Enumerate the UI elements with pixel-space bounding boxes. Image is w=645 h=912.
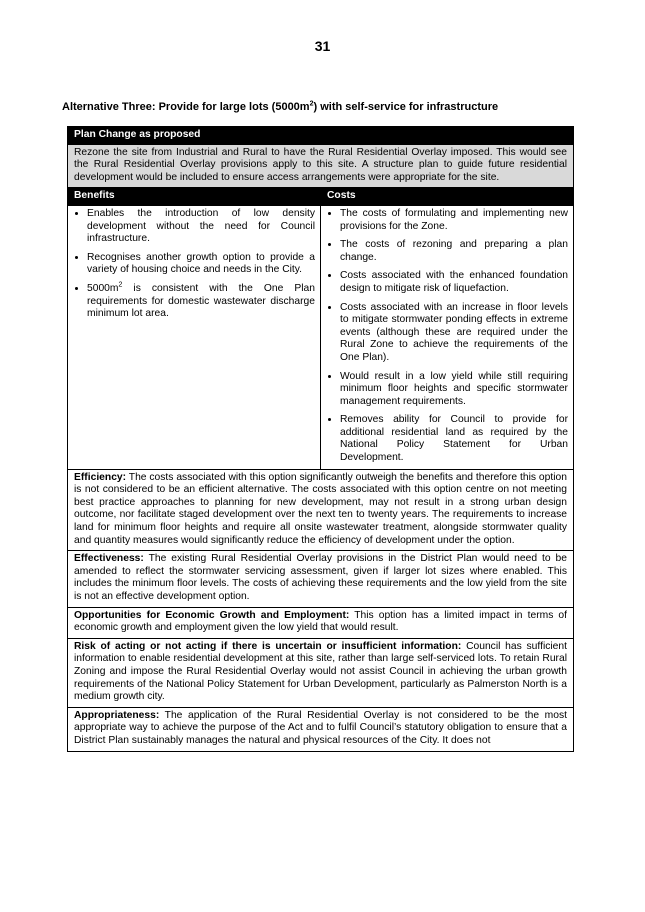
benefit-item xyxy=(87,283,315,321)
page-number: 31 xyxy=(314,38,331,54)
benefits-cell xyxy=(68,205,321,469)
benefit-area-suffix: is consistent with the One Plan requirements for domestic wastewater discharge minimum lot area. xyxy=(87,282,315,320)
costs-list xyxy=(321,208,573,465)
heading-superscript: 2 xyxy=(309,100,314,108)
effectiveness-section xyxy=(68,551,574,607)
risk-section xyxy=(68,638,574,707)
section-label: Opportunities for Economic Growth and Employment: xyxy=(74,609,350,621)
plan-change-text: Rezone the site from Industrial and Rural to have the Rural Residential Overlay imposed. This would see the Rural Residential Overlay provisions apply to this site. A structure plan to guide future residential development would be included to ensure access arrangements were appropriate for the site. xyxy=(68,144,574,188)
alternative-assessment-table xyxy=(67,126,574,752)
benefit-item: • Enables the introduction of low density development without the need for Council infrastructure. xyxy=(87,208,315,246)
benefit-area-prefix: 5000m xyxy=(87,282,119,294)
section-label: Efficiency: xyxy=(74,471,127,483)
benefit-area-superscript: 2 xyxy=(118,281,123,289)
section-heading xyxy=(62,100,582,114)
efficiency-section xyxy=(68,469,574,551)
heading-prefix: Alternative Three: Provide for large lots (5000m xyxy=(62,101,310,113)
section-text: Council has sufficient information to enable residential development at this site, rather than large self-serviced lots. To retain Rural Zoning and impose the Rural Residential Overlay would not assist Council in achieving the urban growth requirements of the National Policy Statement for Urban Development, particularly as Palmerston North is a medium growth city. xyxy=(74,640,567,703)
benefits-header: Benefits xyxy=(68,188,321,206)
plan-change-header: Plan Change as proposed xyxy=(68,127,574,145)
appropriateness-section xyxy=(68,707,574,751)
benefits-list xyxy=(68,208,320,321)
cost-item: • Removes ability for Council to provide for additional residential land as required by the National Policy Statement for Urban Development. xyxy=(340,414,568,464)
section-text: The existing Rural Residential Overlay provisions in the District Plan would need to be amended to reflect the stormwater servicing assessment, given if larger lot sizes where enabled. This includes the minimum floor levels. The costs of achieving these requirements and the low yield from the site is not an effective development option. xyxy=(74,553,567,602)
heading-suffix: ) with self-service for infrastructure xyxy=(313,101,499,113)
section-text: The costs associated with this option significantly outweigh the benefits and therefore this option is not considered to be an efficient alternative. The costs associated with this option centre on not meeting best practice approaches to planning for new development, may not result in a strong urban design outcome, nor facilitate staged development over the next ten to twenty years. The requirements to increase land for minimum floor heights and require all onsite wastewater treatment, alongside stormwater quality and quantity measures would significantly reduce the efficiency of development under the option. xyxy=(74,471,567,546)
section-label: Effectiveness: xyxy=(74,553,144,565)
costs-cell xyxy=(321,205,574,469)
costs-header: Costs xyxy=(321,188,574,206)
cost-item: • Costs associated with an increase in floor levels to mitigate stormwater ponding effects in extreme events (although these are required under the Rural Zone to achieve the requirements of the One Plan). xyxy=(340,302,568,365)
cost-item: • Costs associated with the enhanced foundation design to mitigate risk of liquefaction. xyxy=(340,270,568,295)
cost-item: • Would result in a low yield while still requiring minimum floor heights and specific stormwater management requirements. xyxy=(340,371,568,409)
section-label: Risk of acting or not acting if there is uncertain or insufficient information: xyxy=(74,640,462,652)
cost-item: • The costs of formulating and implementing new provisions for the Zone. xyxy=(340,208,568,233)
section-text: This option has a limited impact in terms of economic growth and employment given the low yield that would result. xyxy=(74,609,567,634)
economic-growth-section xyxy=(68,607,574,638)
cost-item: • The costs of rezoning and preparing a plan change. xyxy=(340,239,568,264)
benefit-item: • Recognises another growth option to provide a variety of housing choice and needs in the City. xyxy=(87,252,315,277)
section-text: The application of the Rural Residential Overlay is not considered to be the most appropriate way to achieve the purpose of the Act and to fulfil Council’s statutory obligation to ensure that a District Plan sustainably manages the natural and physical resources of the City. It does not xyxy=(74,709,567,746)
section-label: Appropriateness: xyxy=(74,709,160,721)
